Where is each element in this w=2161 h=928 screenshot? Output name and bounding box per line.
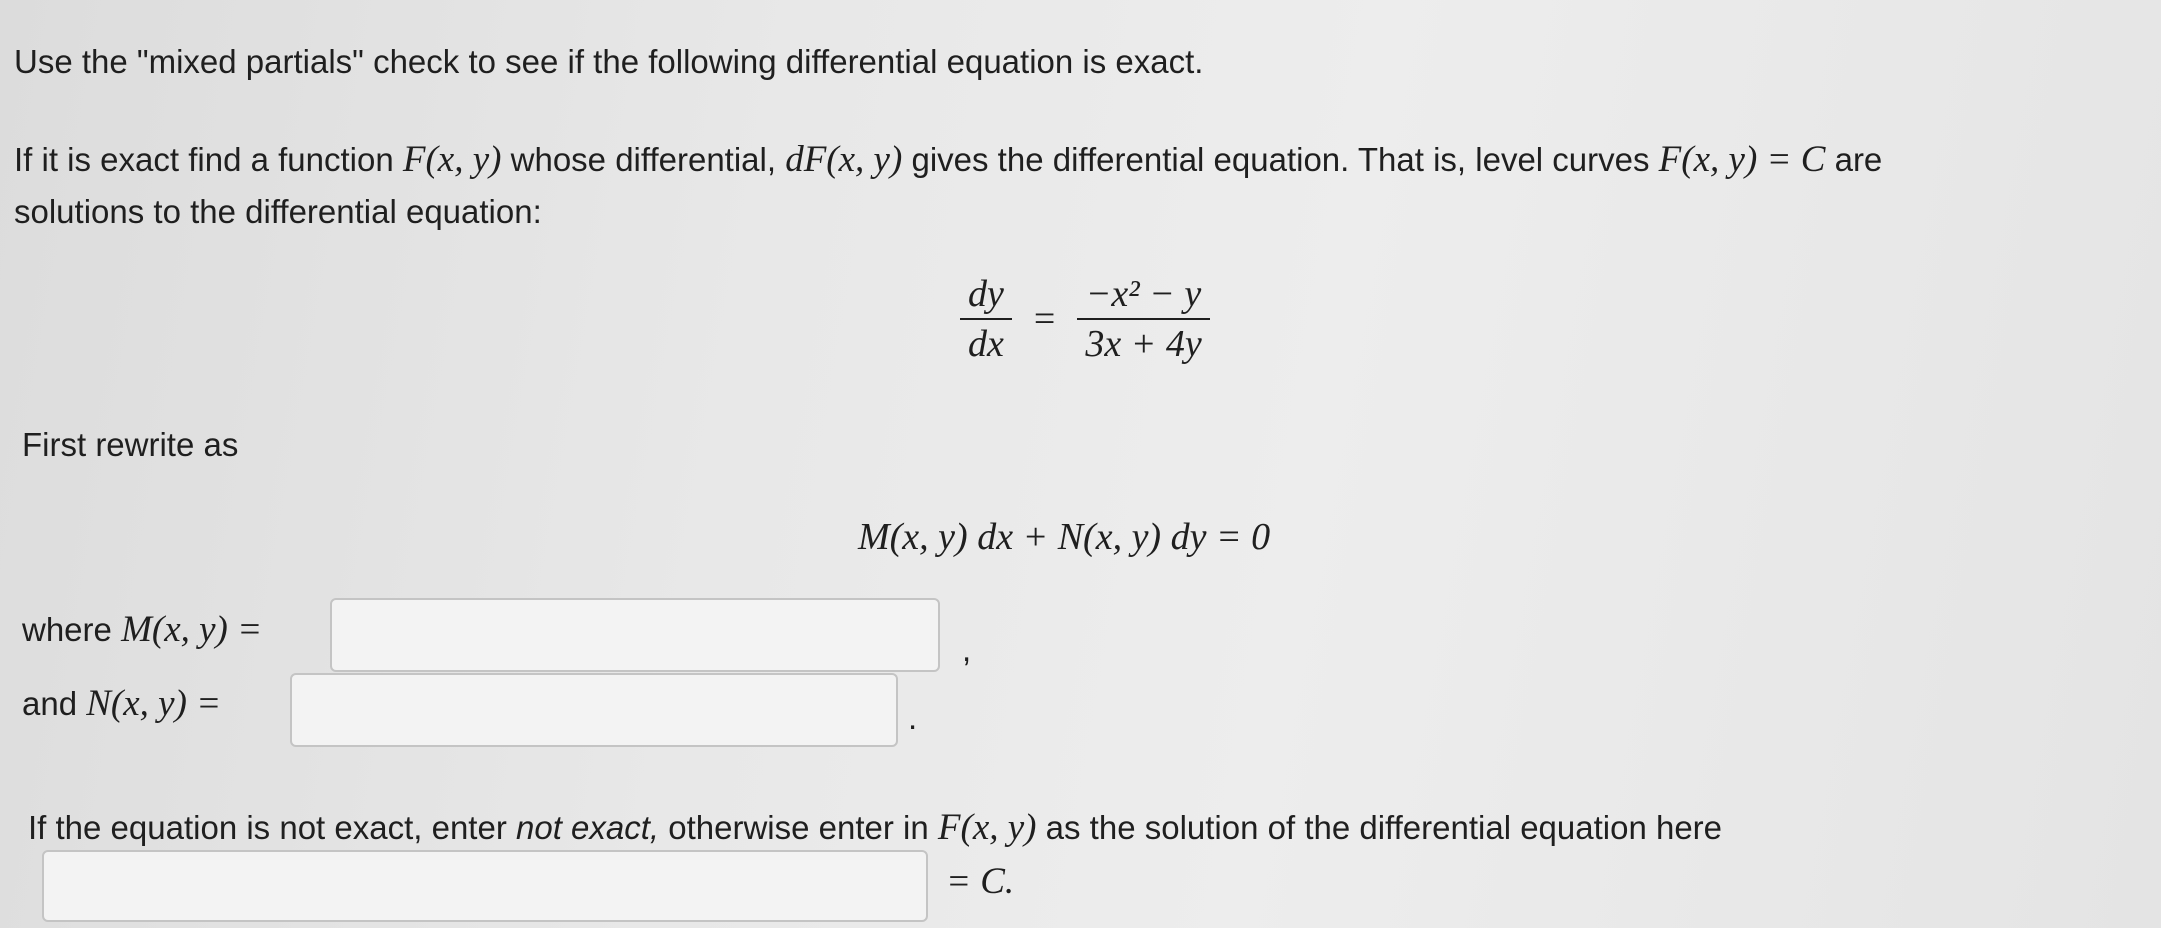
standard-form-text: M(x, y) dx + N(x, y) dy = 0 (858, 516, 1271, 558)
m-row (22, 610, 262, 650)
lhs-fraction (960, 270, 1012, 368)
differential-df-math: dF(x, y) (785, 139, 903, 180)
and-label: and (22, 685, 78, 722)
explanation-text: are (1825, 141, 1883, 178)
instruction-text (14, 42, 1203, 82)
rewrite-text: First rewrite as (22, 426, 239, 463)
exact-explanation-line2 (14, 192, 542, 232)
explanation-text: If it is exact find a function (14, 141, 403, 178)
explanation-text: whose differential, (501, 141, 786, 178)
n-period: . (908, 699, 918, 736)
main-equation (960, 270, 1210, 368)
final-instruction (28, 808, 1722, 848)
m-expression: M(x, y) = (121, 609, 263, 650)
not-exact-italic: not exact, (515, 809, 660, 846)
final-text: as the solution of the differential equation here (1036, 809, 1723, 846)
n-row (22, 684, 221, 724)
m-comma: , (962, 631, 972, 668)
rhs-numerator: −x² − y (1085, 273, 1202, 315)
standard-form-equation (858, 514, 1270, 560)
function-f-math: F(x, y) (402, 139, 502, 180)
equals-c (946, 862, 1014, 902)
lhs-numerator: dy (968, 273, 1004, 315)
final-text: otherwise enter in (659, 809, 938, 846)
n-expression: N(x, y) = (86, 683, 222, 724)
rewrite-label (22, 425, 238, 465)
final-f-math: F(x, y) (937, 807, 1037, 848)
intro-text: Use the "mixed partials" check to see if the following differential equation is exact. (14, 43, 1204, 80)
rhs-denominator: 3x + 4y (1085, 323, 1202, 365)
equals-c-text: = C. (946, 861, 1015, 902)
explanation-text: solutions to the differential equation: (14, 193, 542, 230)
f-solution-input[interactable] (42, 850, 928, 922)
where-label: where (22, 611, 112, 648)
exact-explanation-line1 (14, 140, 1882, 180)
level-curve-math: F(x, y) = C (1658, 139, 1826, 180)
equals-sign: = (1033, 298, 1056, 340)
rhs-fraction (1077, 270, 1209, 368)
lhs-denominator: dx (968, 323, 1004, 365)
n-input[interactable] (290, 673, 898, 747)
final-text: If the equation is not exact, enter (28, 809, 516, 846)
m-input[interactable] (330, 598, 940, 672)
explanation-text: gives the differential equation. That is, level curves (902, 141, 1659, 178)
